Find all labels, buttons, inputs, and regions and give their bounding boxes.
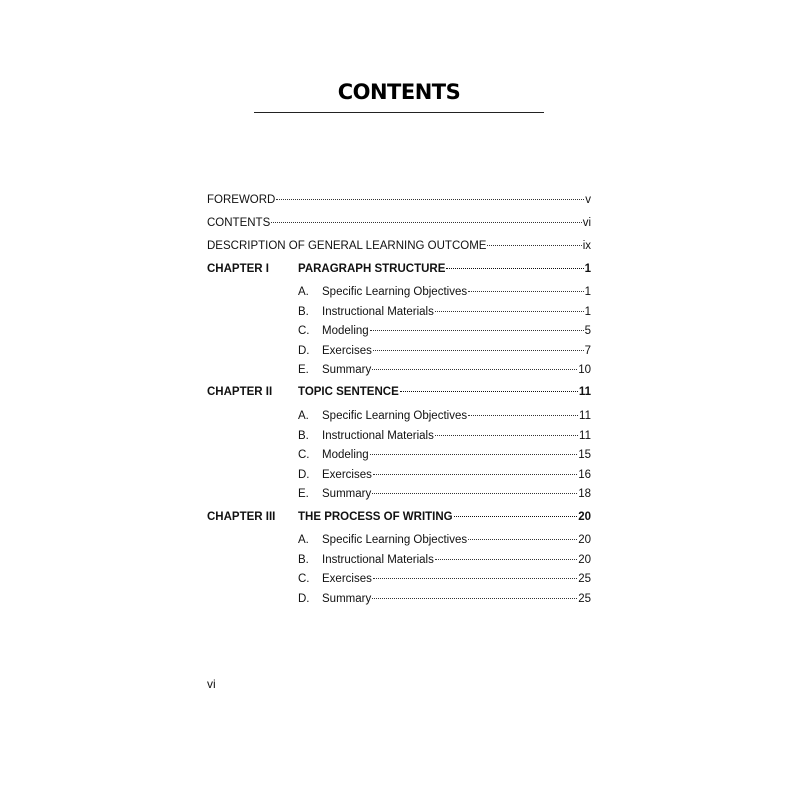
section-letter: E. xyxy=(298,364,309,376)
toc-section[interactable] xyxy=(207,321,591,341)
toc-section[interactable] xyxy=(207,484,591,504)
section-page: 10 xyxy=(578,364,591,376)
toc-entry-page: v xyxy=(585,194,591,206)
section-label: Instructional Materials xyxy=(322,305,434,318)
chapter-page: 11 xyxy=(578,386,591,398)
section-letter: C. xyxy=(298,573,310,585)
page-number: vi xyxy=(207,677,216,691)
section-letter: C. xyxy=(298,449,310,461)
toc-section[interactable] xyxy=(207,465,591,485)
section-page: 11 xyxy=(579,429,591,442)
section-letter: A. xyxy=(298,286,309,298)
dot-leader xyxy=(370,330,584,331)
section-page: 11 xyxy=(579,410,591,422)
toc-section[interactable] xyxy=(207,282,591,302)
section-label: Modeling xyxy=(322,449,369,461)
toc-entry-description[interactable] xyxy=(207,236,591,256)
section-label: Exercises xyxy=(322,573,372,585)
dot-leader xyxy=(373,578,577,579)
dot-leader xyxy=(468,539,577,540)
toc-entry-label: FOREWORD xyxy=(207,194,276,206)
page-title: CONTENTS xyxy=(337,80,461,104)
section-page: 18 xyxy=(578,488,591,500)
section-page: 1 xyxy=(584,305,591,318)
dot-leader xyxy=(372,369,577,370)
toc-section[interactable] xyxy=(207,569,591,589)
dot-leader xyxy=(435,435,578,436)
section-label: Instructional Materials xyxy=(322,553,434,566)
dot-leader xyxy=(446,268,583,269)
toc-entry-page: vi xyxy=(582,217,591,229)
dot-leader xyxy=(372,598,577,599)
toc-chapter-3[interactable] xyxy=(207,507,591,527)
toc-section[interactable] xyxy=(207,550,591,570)
toc-section[interactable] xyxy=(207,530,591,550)
toc-entry-label: DESCRIPTION OF GENERAL LEARNING OUTCOME xyxy=(207,240,487,252)
section-page: 25 xyxy=(578,573,591,585)
section-letter: C. xyxy=(298,325,310,337)
toc-section[interactable] xyxy=(207,360,591,380)
dot-leader xyxy=(468,415,578,416)
toc-entry-page: ix xyxy=(582,240,591,252)
section-page: 25 xyxy=(578,592,591,605)
dot-leader xyxy=(372,493,577,494)
chapter-number: CHAPTER II xyxy=(207,386,273,398)
dot-leader xyxy=(487,245,581,246)
section-label: Instructional Materials xyxy=(322,429,434,442)
section-letter: A. xyxy=(298,410,309,422)
section-label: Exercises xyxy=(322,344,372,357)
section-letter: B. xyxy=(298,305,309,318)
dot-leader xyxy=(271,222,581,223)
title-underline xyxy=(254,112,544,113)
section-letter: B. xyxy=(298,553,309,566)
toc-chapter-1[interactable] xyxy=(207,259,591,279)
toc-section[interactable] xyxy=(207,341,591,361)
section-label: Specific Learning Objectives xyxy=(322,534,468,546)
dot-leader xyxy=(454,516,578,517)
section-page: 5 xyxy=(584,325,591,337)
section-page: 16 xyxy=(578,468,591,481)
section-letter: A. xyxy=(298,534,309,546)
section-label: Summary xyxy=(322,488,372,500)
section-label: Specific Learning Objectives xyxy=(322,286,468,298)
section-page: 7 xyxy=(584,344,591,357)
section-page: 20 xyxy=(578,534,591,546)
dot-leader xyxy=(373,350,584,351)
section-page: 1 xyxy=(584,286,591,298)
section-letter: D. xyxy=(298,344,310,357)
dot-leader xyxy=(370,454,578,455)
dot-leader xyxy=(435,559,577,560)
chapter-page: 1 xyxy=(584,263,591,275)
toc-entry-foreword[interactable] xyxy=(207,190,591,210)
section-label: Specific Learning Objectives xyxy=(322,410,468,422)
toc-section[interactable] xyxy=(207,302,591,322)
chapter-title: PARAGRAPH STRUCTURE xyxy=(298,263,446,275)
section-letter: B. xyxy=(298,429,309,442)
dot-leader xyxy=(400,391,578,392)
section-letter: D. xyxy=(298,468,310,481)
chapter-title: TOPIC SENTENCE xyxy=(298,386,399,398)
dot-leader xyxy=(373,474,577,475)
section-label: Modeling xyxy=(322,325,369,337)
toc-section[interactable] xyxy=(207,406,591,426)
toc-chapter-2[interactable] xyxy=(207,382,591,402)
chapter-number: CHAPTER I xyxy=(207,263,269,275)
chapter-title: THE PROCESS OF WRITING xyxy=(298,511,453,523)
dot-leader xyxy=(435,311,584,312)
chapter-number: CHAPTER III xyxy=(207,511,276,523)
toc-section[interactable] xyxy=(207,589,591,609)
section-page: 20 xyxy=(578,553,591,566)
toc-section[interactable] xyxy=(207,426,591,446)
toc-entry-label: CONTENTS xyxy=(207,217,271,229)
section-page: 15 xyxy=(578,449,591,461)
toc-section[interactable] xyxy=(207,445,591,465)
section-letter: E. xyxy=(298,488,309,500)
section-label: Exercises xyxy=(322,468,372,481)
dot-leader xyxy=(276,199,584,200)
toc-entry-contents[interactable] xyxy=(207,213,591,233)
dot-leader xyxy=(468,291,583,292)
chapter-page: 20 xyxy=(578,511,591,523)
section-label: Summary xyxy=(322,364,372,376)
section-label: Summary xyxy=(322,592,372,605)
section-letter: D. xyxy=(298,592,310,605)
